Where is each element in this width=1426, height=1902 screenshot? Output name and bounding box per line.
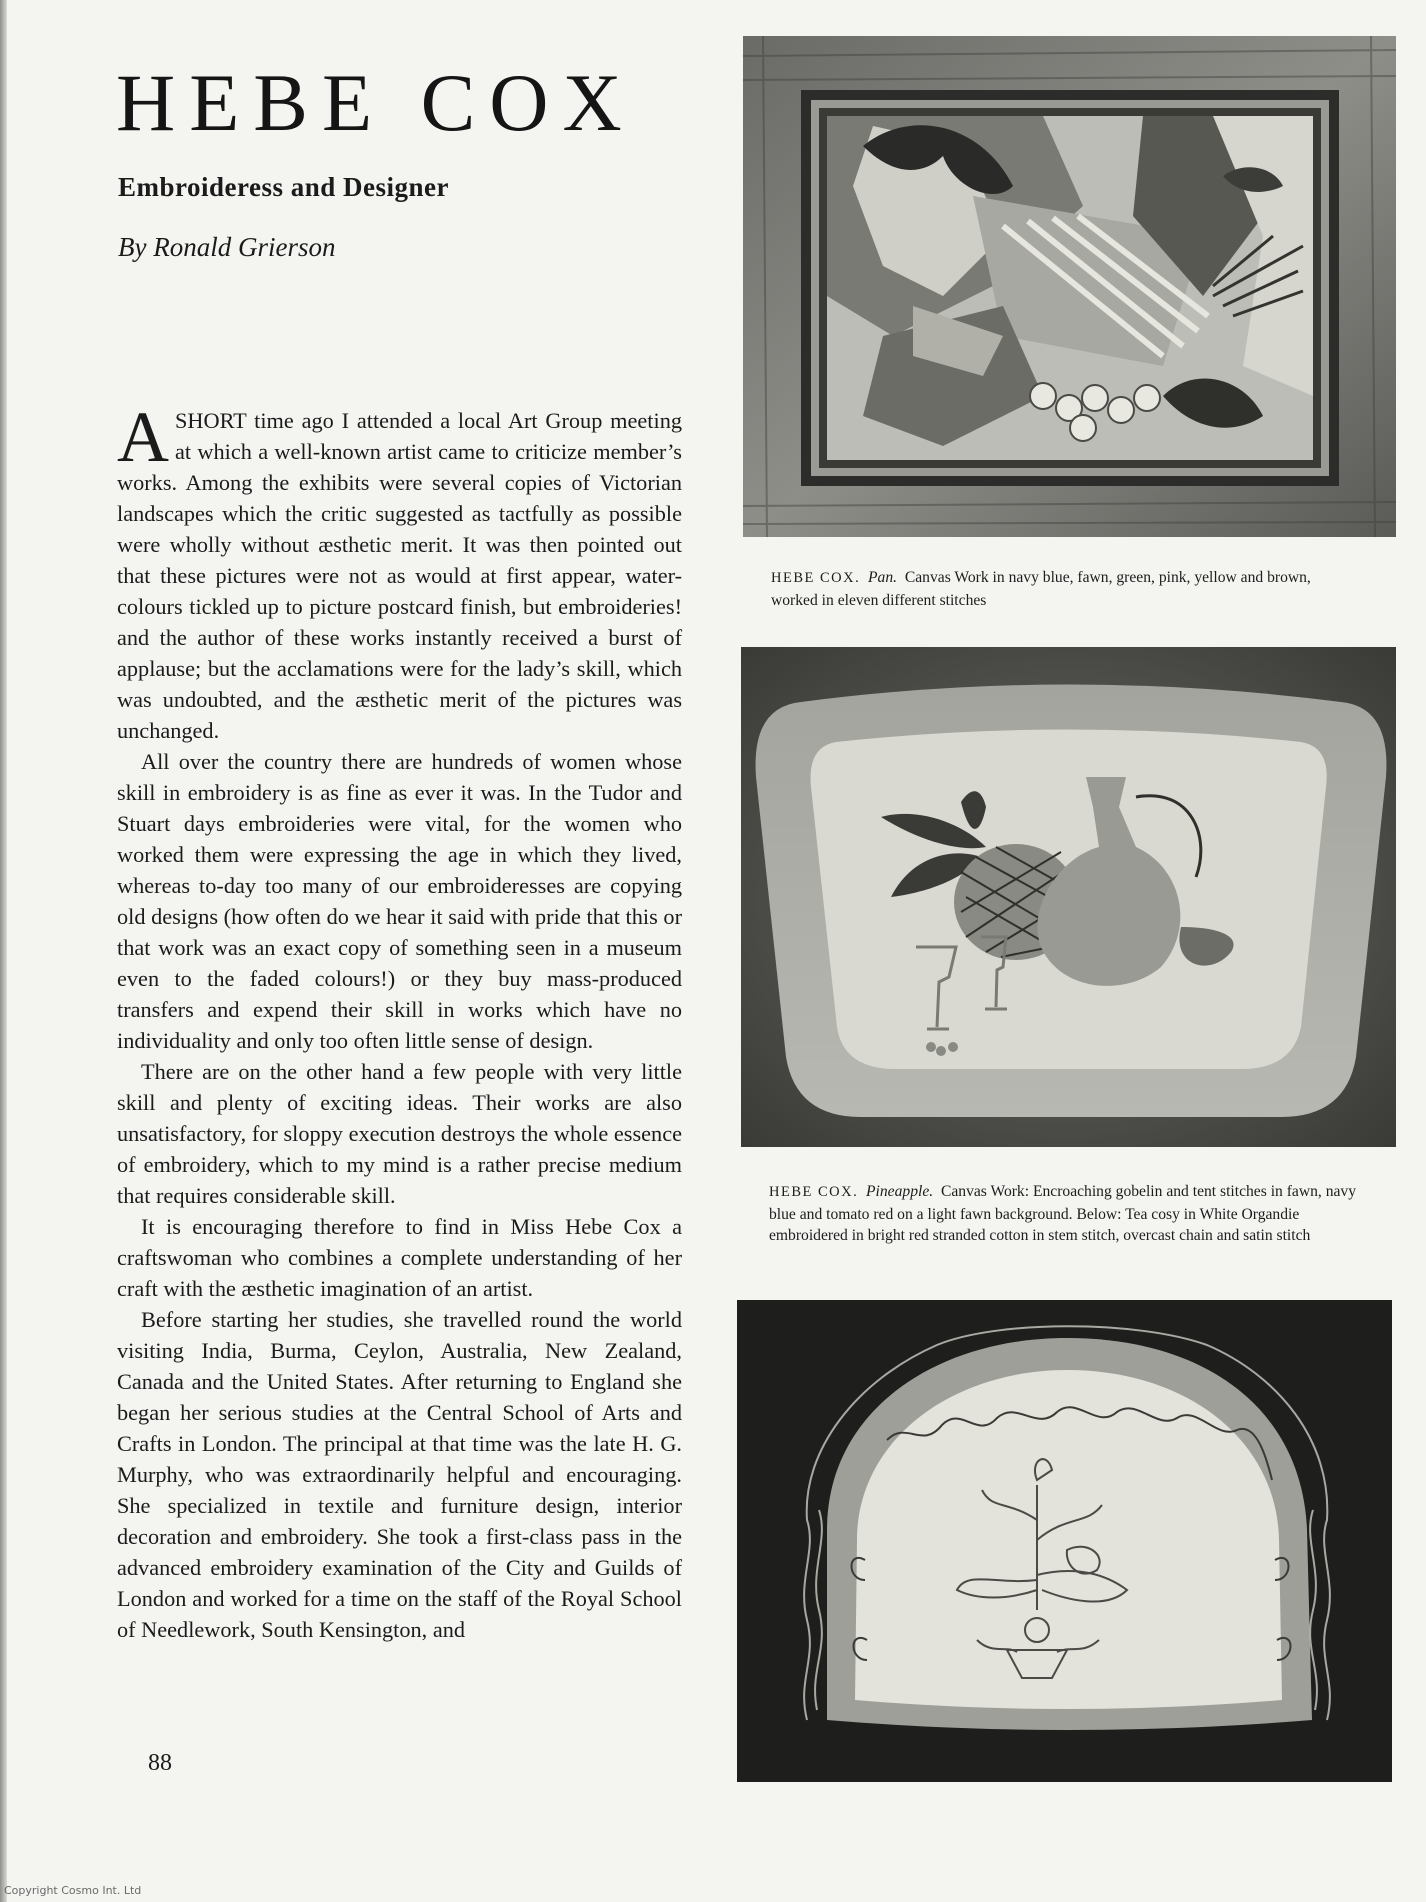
caption-description: Canvas Work in navy blue, fawn, green, pink, yellow and brown, worked in eleven different stitches: [771, 569, 1311, 609]
article-paragraph: There are on the other hand a few people with very little skill and plenty of exciting ideas. Their works are also unsatisfactory, for sloppy execution destroys the whole essence of embroidery, which to my mind is a rather precise medium that requires considerable skill.: [117, 1059, 682, 1208]
copyright-notice: Copyright Cosmo Int. Ltd: [4, 1884, 142, 1897]
caption-artist: HEBE COX.: [771, 570, 861, 586]
tea-cosy-photo: [737, 1300, 1392, 1782]
article-title: HEBE COX: [116, 57, 636, 148]
article-paragraph: [117, 397, 682, 746]
article-paragraph: Before starting her studies, she travelled round the world visiting India, Burma, Ceylon, Australia, New Zealand, Canada and the United States. After returning to England she began her serious studies at the Central School of Arts and Crafts in London. The principal at that time was the late H. G. Murphy, who was extraordinarily helpful and encouraging. She specialized in textile and furniture design, interior decoration and embroidery. She took a first-class pass in the advanced embroidery examination of the City and Guilds of London and worked for a time on the staff of the Royal School of Needlework, South Kensington, and: [117, 1307, 682, 1642]
caption-work-title: Pineapple.: [866, 1183, 934, 1200]
drop-cap: A: [117, 397, 169, 477]
article-body: [117, 397, 682, 1645]
tea-cosy-illustration: [737, 1300, 1392, 1782]
pineapple-illustration: [741, 647, 1396, 1147]
page-number: 88: [148, 1750, 172, 1776]
article-subtitle: Embroideress and Designer: [118, 172, 450, 202]
pineapple-tray-photo: [741, 647, 1396, 1147]
pineapple-caption: [769, 1181, 1361, 1247]
caption-artist: HEBE COX.: [769, 1184, 859, 1200]
caption-work-title: Pan.: [868, 569, 898, 586]
pan-caption: [771, 567, 1361, 611]
pan-embroidery-photo: [743, 36, 1396, 537]
caption-description: Canvas Work: Encroaching gobelin and tent stitches in fawn, navy blue and tomato red on a light fawn background. Below: Tea cosy in White Organdie embroidered in bright red stranded cotton in stem stitch, overcast chain and satin stitch: [769, 1183, 1357, 1244]
page-edge: [0, 0, 7, 1902]
article-paragraph: It is encouraging therefore to find in Miss Hebe Cox a craftswoman who combines a complete understanding of her craft with the æsthetic imagination of an artist.: [117, 1214, 682, 1301]
byline: By Ronald Grierson: [118, 232, 336, 262]
article-paragraph: All over the country there are hundreds of women whose skill in embroidery is as fine as ever it was. In the Tudor and Stuart days embroideries were vital, for the women who worked them were expressing the age in which they lived, whereas to-day too many of our embroideresses are copying old designs (how often do we hear it said with pride that this or that work was an exact copy of something seen in a museum even to the faded colours!) or they buy mass-produced transfers and expend their skill in works which have no individuality and only too often little sense of design.: [117, 749, 682, 1053]
pan-illustration: [743, 36, 1396, 537]
paragraph-text: SHORT time ago I attended a local Art Group meeting at which a well-known artist came to criticize member’s works. Among the exhibits were several copies of Victorian landscapes which the critic suggested as tactfully as possible were wholly without æsthetic merit. It was then pointed out that these pictures were not as would at first appear, water-colours tickled up to picture postcard finish, but embroideries! and the author of these works instantly received a burst of applause; but the acclamations were for the lady’s skill, which was undoubted, and the æsthetic merit of the pictures was unchanged.: [117, 408, 682, 743]
